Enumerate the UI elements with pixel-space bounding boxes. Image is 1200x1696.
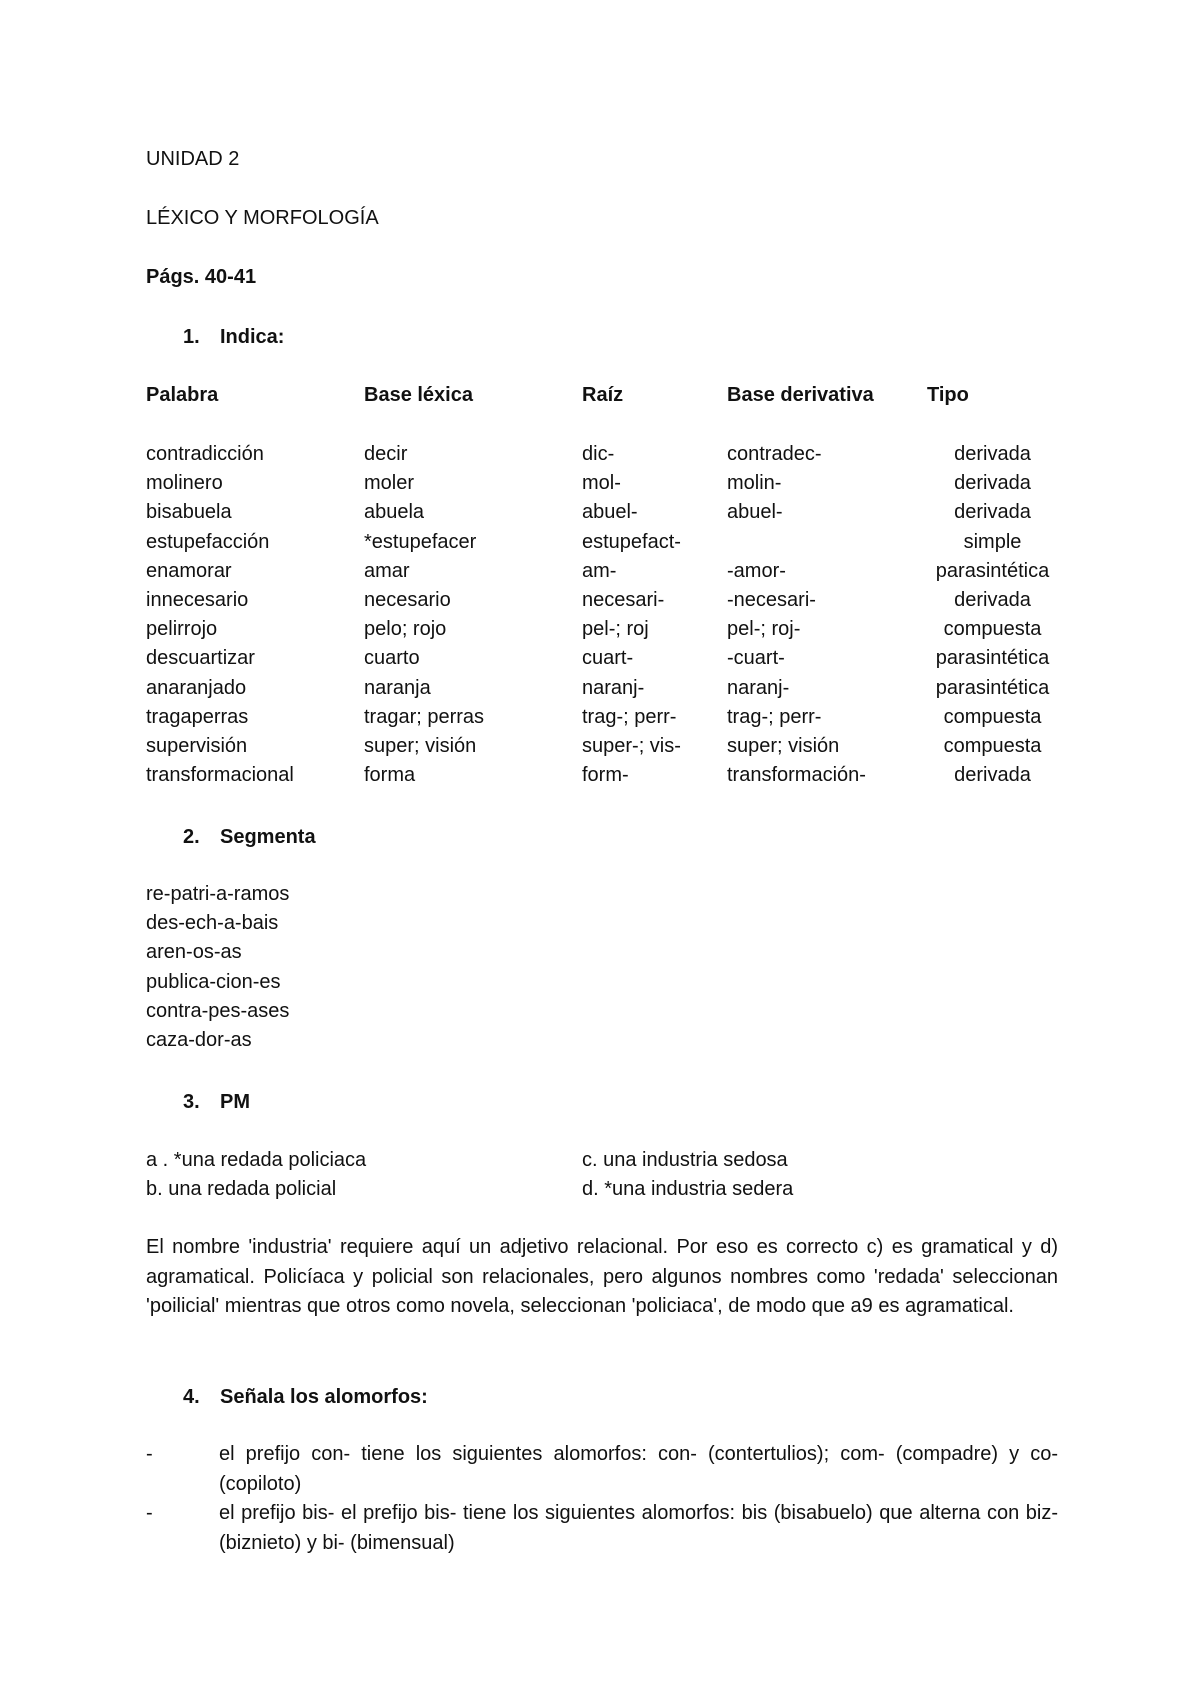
cell-base-derivativa: transformación- xyxy=(727,764,866,787)
cell-base-derivativa: contradec- xyxy=(727,443,822,465)
allomorph-list xyxy=(146,1440,1058,1558)
column-header-base-lexica: Base léxica xyxy=(364,384,473,406)
pages-reference: Págs. 40-41 xyxy=(146,266,257,288)
cell-raiz: cuart- xyxy=(582,647,634,670)
cell-base-derivativa: super; visión xyxy=(727,734,840,757)
list-item: des-ech-a-bais xyxy=(146,912,279,935)
list-item: aren-os-as xyxy=(146,941,242,964)
cell-base-lexica: tragar; perras xyxy=(364,705,485,728)
section2-heading xyxy=(183,825,316,849)
cell-tipo: compuesta xyxy=(943,618,1042,641)
column-header-palabra: Palabra xyxy=(146,384,219,406)
table-row xyxy=(146,588,1058,617)
cell-base-lexica: super; visión xyxy=(364,734,477,757)
cell-base-lexica: amar xyxy=(364,559,410,582)
table-row xyxy=(146,471,1058,500)
table-row xyxy=(146,617,1058,646)
table-row xyxy=(146,763,1058,792)
section2-number: 2. xyxy=(183,826,200,848)
cell-palabra: innecesario xyxy=(146,588,249,611)
cell-palabra: anaranjado xyxy=(146,676,247,699)
cell-base-lexica: abuela xyxy=(364,501,425,524)
list-item xyxy=(146,1499,1058,1558)
pm-examples xyxy=(146,1146,1058,1204)
section1-number: 1. xyxy=(183,326,200,348)
cell-tipo: parasintética xyxy=(935,559,1050,582)
table-header-row xyxy=(146,383,1058,412)
table-row xyxy=(146,646,1058,675)
example-a: a . *una redada policiaca xyxy=(146,1149,367,1171)
word-table-header xyxy=(146,383,1058,412)
list-item xyxy=(146,1440,1058,1499)
cell-base-lexica: decir xyxy=(364,443,408,465)
section1-title: Indica: xyxy=(220,326,285,348)
list-item: caza-dor-as xyxy=(146,1029,252,1052)
cell-base-lexica: pelo; rojo xyxy=(364,618,447,641)
cell-base-derivativa: pel-; roj- xyxy=(727,618,801,641)
list-item: re-patri-a-ramos xyxy=(146,883,290,905)
cell-base-lexica: necesario xyxy=(364,588,451,611)
cell-palabra: supervisión xyxy=(146,734,248,757)
cell-raiz: trag-; perr- xyxy=(582,705,677,728)
cell-tipo: derivada xyxy=(954,443,1031,465)
column-header-tipo: Tipo xyxy=(927,384,969,406)
cell-raiz: form- xyxy=(582,764,629,787)
example-b: b. una redada policial xyxy=(146,1178,337,1201)
list-item: publica-cion-es xyxy=(146,970,281,993)
cell-raiz: am- xyxy=(582,559,617,582)
column-header-base-derivativa: Base derivativa xyxy=(727,384,874,406)
example-c: c. una industria sedosa xyxy=(582,1149,788,1171)
unit-title: UNIDAD 2 xyxy=(146,148,240,170)
section4-number: 4. xyxy=(183,1386,200,1408)
section4-heading xyxy=(183,1385,428,1409)
cell-raiz: super-; vis- xyxy=(582,734,681,757)
table-row xyxy=(146,559,1058,588)
cell-raiz: estupefact- xyxy=(582,530,681,553)
column-header-raiz: Raíz xyxy=(582,384,624,406)
section3-heading xyxy=(183,1090,250,1114)
table-row xyxy=(146,705,1058,734)
pm-row xyxy=(146,1146,1058,1175)
cell-tipo: compuesta xyxy=(943,705,1042,728)
topic-title: LÉXICO Y MORFOLOGÍA xyxy=(146,207,379,229)
cell-base-derivativa: abuel- xyxy=(727,501,783,524)
cell-base-lexica: *estupefacer xyxy=(364,530,477,553)
cell-tipo: derivada xyxy=(954,588,1031,611)
cell-palabra: transformacional xyxy=(146,764,294,787)
cell-base-derivativa: -amor- xyxy=(727,559,786,582)
cell-tipo: derivada xyxy=(954,501,1031,524)
cell-tipo: derivada xyxy=(954,472,1031,495)
cell-palabra: pelirrojo xyxy=(146,618,218,641)
table-row xyxy=(146,530,1058,559)
section3-number: 3. xyxy=(183,1091,200,1113)
cell-palabra: descuartizar xyxy=(146,647,255,670)
bullet-text: el prefijo bis- el prefijo bis- tiene los siguientes alomorfos: bis (bisabuelo) que alterna con biz- (biznieto) y bi- (bimensual) xyxy=(219,1502,1058,1554)
example-d: d. *una industria sedera xyxy=(582,1178,794,1201)
cell-palabra: bisabuela xyxy=(146,501,232,524)
cell-raiz: abuel- xyxy=(582,501,638,524)
cell-base-derivativa: -necesari- xyxy=(727,588,816,611)
cell-tipo: compuesta xyxy=(943,734,1042,757)
cell-base-derivativa: -cuart- xyxy=(727,647,785,670)
table-row xyxy=(146,442,1058,471)
section4-title: Señala los alomorfos: xyxy=(220,1386,428,1408)
bullet-marker: - xyxy=(146,1443,153,1465)
word-table xyxy=(146,442,1058,792)
pm-row xyxy=(146,1175,1058,1204)
cell-raiz: mol- xyxy=(582,472,621,495)
cell-palabra: molinero xyxy=(146,472,223,495)
cell-base-derivativa xyxy=(727,530,927,559)
cell-base-lexica: moler xyxy=(364,472,415,495)
cell-palabra: tragaperras xyxy=(146,705,249,728)
section3-title: PM xyxy=(220,1091,250,1113)
cell-base-derivativa: molin- xyxy=(727,472,782,495)
cell-base-lexica: naranja xyxy=(364,676,431,699)
cell-palabra: estupefacción xyxy=(146,530,270,553)
bullet-text: el prefijo con- tiene los siguientes alomorfos: con- (contertulios); com- (compadre) y co- (copiloto) xyxy=(219,1443,1058,1495)
cell-palabra: enamorar xyxy=(146,559,232,582)
list-item: contra-pes-ases xyxy=(146,999,290,1022)
table-row xyxy=(146,500,1058,529)
table-row xyxy=(146,676,1058,705)
cell-base-lexica: cuarto xyxy=(364,647,420,670)
section1-heading xyxy=(183,325,284,349)
cell-raiz: dic- xyxy=(582,443,615,465)
cell-base-lexica: forma xyxy=(364,764,416,787)
cell-tipo: simple xyxy=(963,530,1022,553)
cell-tipo: parasintética xyxy=(935,647,1050,670)
cell-raiz: necesari- xyxy=(582,588,665,611)
cell-base-derivativa: trag-; perr- xyxy=(727,705,822,728)
cell-base-derivativa: naranj- xyxy=(727,676,790,699)
explanation-paragraph: El nombre 'industria' requiere aquí un adjetivo relacional. Por eso es correcto c) es gramatical y d) agramatical. Policíaca y policial son relacionales, pero algunos nombres como 'redada' seleccionan 'poilicial' mientras que otros como novela, seleccionan 'policiaca', de modo que a9 es agramatical. xyxy=(146,1236,1058,1317)
bullet-marker: - xyxy=(146,1502,153,1524)
cell-palabra: contradicción xyxy=(146,443,264,465)
section2-title: Segmenta xyxy=(220,826,316,848)
cell-raiz: pel-; roj xyxy=(582,618,649,641)
cell-tipo: parasintética xyxy=(935,676,1050,699)
cell-tipo: derivada xyxy=(954,764,1031,787)
table-row xyxy=(146,734,1058,763)
segment-list xyxy=(146,880,289,1055)
cell-raiz: naranj- xyxy=(582,676,645,699)
